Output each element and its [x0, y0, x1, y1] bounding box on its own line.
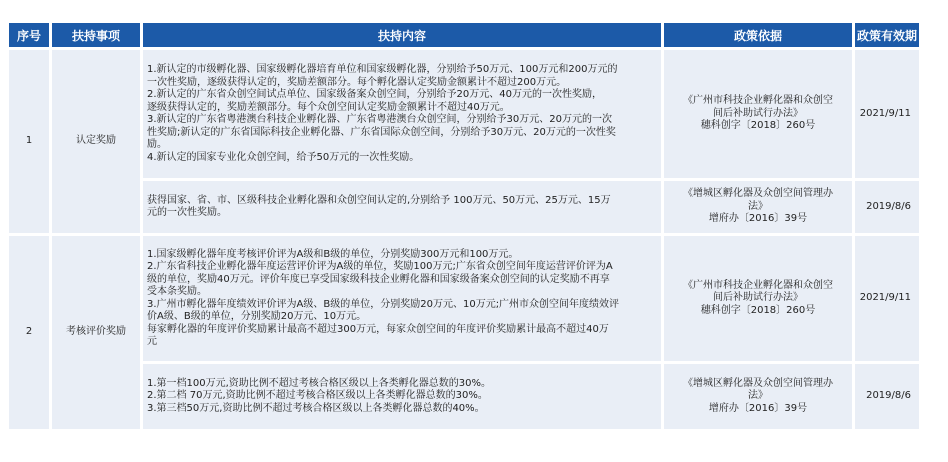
header-seq: 序号 — [9, 23, 49, 47]
content-cell — [143, 364, 661, 429]
content-line: 获得国家、省、市、区级科技企业孵化器和众创空间认定的,分别给予 100万元、50万元、25万元、15万 — [147, 194, 611, 206]
header-content: 扶持内容 — [143, 23, 661, 47]
content-line: 每家孵化器的年度评价奖励累计最高不超过300万元，每家众创空间的年度评价奖励累计最高不超过40万 — [147, 323, 609, 335]
content-line: 1.第一档100万元,资助比例不超过考核合格区级以上各类孵化器总数的30%。 — [147, 377, 492, 389]
content-line: 1.新认定的市级孵化器、国家级孵化器培育单位和国家级孵化器，分别给予50万元、100万元和200万元的 — [147, 64, 618, 75]
content-line: 3.第三档50万元,资助比例不超过考核合格区级以上各类孵化器总数的40%。 — [147, 402, 485, 414]
table-row — [9, 50, 919, 178]
content-line: 受本条奖励。 — [147, 286, 207, 297]
content-line: 一次性奖励，逐级获得认定的，奖励差额部分。每个孵化器认定奖励金额累计不超过200万元。 — [147, 76, 567, 88]
basis-title: 《增城区孵化器及众创空间管理办 — [683, 188, 833, 200]
header-basis: 政策依据 — [664, 23, 852, 47]
basis-doc-number: 增府办〔2016〕39号 — [708, 213, 808, 225]
content-line: 3.广州市孵化器年度绩效评价评为A级、B级的单位，分别奖励20万元、10万元;广州市众创空间年度绩效评 — [147, 298, 620, 310]
validity-cell: 2021/9/11 — [855, 50, 919, 178]
item-cell: 认定奖励 — [52, 50, 140, 233]
content-line: 级的单位，奖励40万元。评价年度已享受国家级科技企业孵化器和国家级备案众创空间的认定奖励不再享 — [147, 273, 610, 285]
header-validity: 政策有效期 — [855, 23, 919, 47]
header-row — [9, 23, 919, 47]
basis-cell — [664, 364, 852, 429]
validity-cell: 2019/8/6 — [855, 364, 919, 429]
table-row — [9, 181, 919, 233]
basis-cell — [664, 50, 852, 178]
item-cell: 考核评价奖励 — [52, 236, 140, 429]
content-cell — [143, 236, 661, 361]
content-line: 2.新认定的广东省众创空间试点单位、国家级备案众创空间，分别给予20万元、40万元的一次性奖励， — [147, 89, 602, 100]
policy-table — [6, 20, 922, 432]
basis-title: 间后补助试行办法》 — [713, 107, 803, 119]
content-cell — [143, 50, 661, 178]
table-row — [9, 364, 919, 429]
basis-doc-number: 增府办〔2016〕39号 — [708, 402, 808, 414]
validity-cell: 2019/8/6 — [855, 181, 919, 233]
seq-cell: 1 — [9, 50, 49, 233]
validity-cell: 2021/9/11 — [855, 236, 919, 361]
basis-title: 间后补助试行办法》 — [713, 292, 803, 304]
header-item: 扶持事项 — [52, 23, 140, 47]
content-line: 3.新认定的广东省粤港澳台科技企业孵化器、广东省粤港澳台众创空间，分别给予30万元、20万元的一次 — [147, 114, 612, 125]
content-line: 4.新认定的国家专业化众创空间，给予50万元的一次性奖励。 — [147, 151, 420, 163]
content-line: 逐级获得认定的，奖励差额部分。每个众创空间认定奖励金额累计不超过40万元。 — [147, 101, 510, 113]
content-line: 2.第二档 70万元,资助比例不超过考核合格区级以上各类孵化器总数的30%。 — [147, 390, 488, 402]
basis-title: 《广州市科技企业孵化器和众创空 — [683, 279, 833, 291]
basis-cell — [664, 181, 852, 233]
content-line: 1.国家级孵化器年度考核评价评为A级和B级的单位，分别奖励300万元和100万元。 — [147, 248, 519, 260]
content-line: 价A级、B级的单位，分别奖励20万元、10万元。 — [147, 311, 367, 322]
basis-title: 《广州市科技企业孵化器和众创空 — [683, 95, 833, 107]
seq-cell: 2 — [9, 236, 49, 429]
basis-title: 法》 — [748, 390, 768, 402]
basis-doc-number: 穗科创字〔2018〕260号 — [700, 120, 816, 132]
basis-doc-number: 穗科创字〔2018〕260号 — [700, 304, 816, 316]
content-line: 元的一次性奖励。 — [147, 207, 227, 218]
basis-title: 《增城区孵化器及众创空间管理办 — [683, 377, 833, 389]
table-row — [9, 236, 919, 361]
content-line: 励。 — [147, 139, 167, 150]
content-line: 性奖励;新认定的广东省国际科技企业孵化器、广东省国际众创空间，分别给予30万元、20万元的一次性奖 — [147, 126, 616, 138]
basis-title: 法》 — [748, 200, 768, 212]
content-cell — [143, 181, 661, 233]
content-line: 元 — [147, 336, 157, 347]
basis-cell — [664, 236, 852, 361]
content-line: 2.广东省科技企业孵化器年度运营评价评为A级的单位，奖励100万元;广东省众创空间年度运营评价评为A — [147, 261, 613, 272]
